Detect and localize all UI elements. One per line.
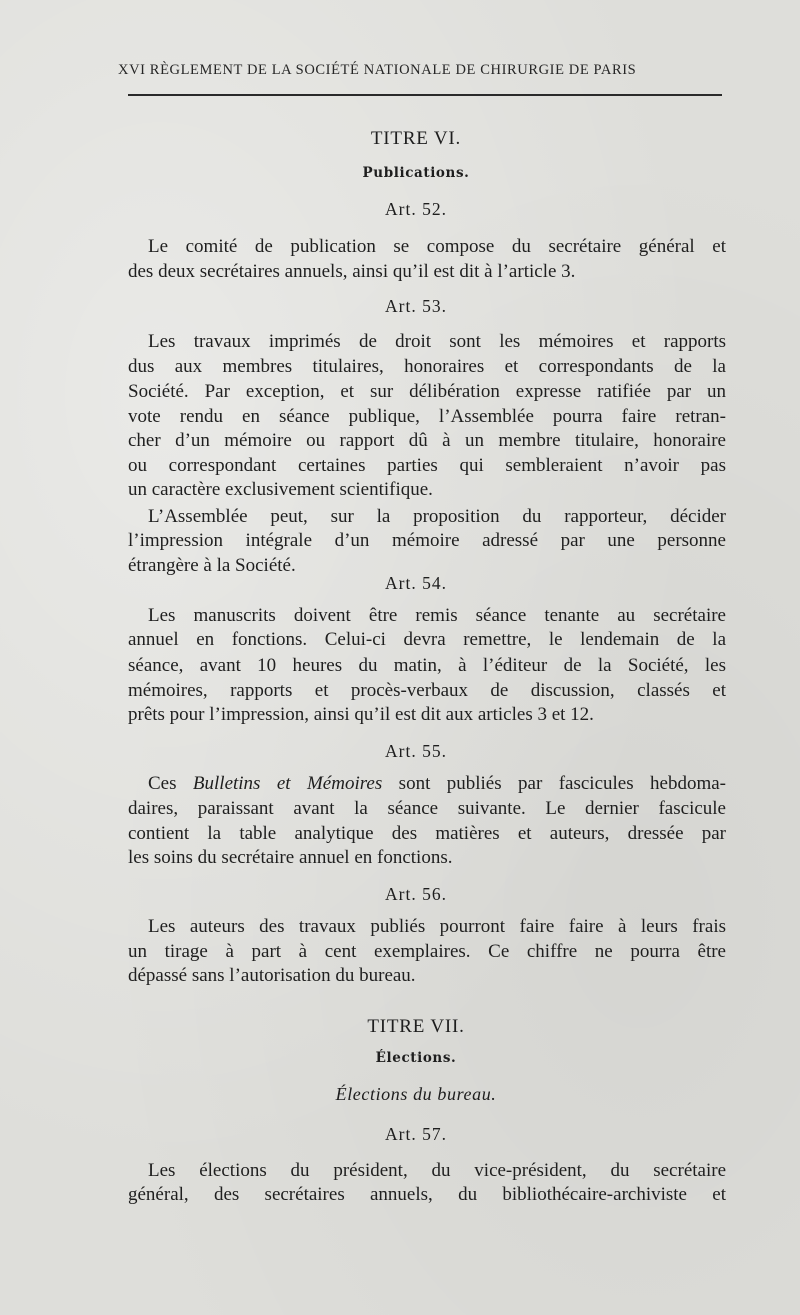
elections-subtitle: Élections. <box>375 1050 457 1066</box>
art-53-line: vote rendu en séance publique, l’Assemblée pourra faire retran- <box>128 406 726 427</box>
art-54-label: Art. 54. <box>385 573 447 593</box>
art-57-label: Art. 57. <box>385 1124 447 1144</box>
header-rule <box>128 94 722 96</box>
elections-bureau-heading: Élections du bureau. <box>335 1084 497 1104</box>
art-53-line: étrangère à la Société. <box>128 555 296 576</box>
publications-subtitle: Publications. <box>362 165 470 181</box>
art-53-line: cher d’un mémoire ou rapport dû à un membre titulaire, honoraire <box>128 430 726 451</box>
art-56-label: Art. 56. <box>385 884 447 904</box>
art-55-label: Art. 55. <box>385 741 447 761</box>
art-53-line: Société. Par exception, et sur délibération expresse ratifiée par un <box>128 381 726 402</box>
art-52-line: des deux secrétaires annuels, ainsi qu’il est dit à l’article 3. <box>128 261 576 282</box>
art-56-line: Les auteurs des travaux publiés pourront faire faire à leurs frais <box>148 916 726 937</box>
art-55-text: sont publiés par fascicules hebdoma- <box>382 773 726 794</box>
art-52-label: Art. 52. <box>385 199 447 219</box>
art-55-line: les soins du secrétaire annuel en fonctions. <box>128 847 453 868</box>
art-54-line: séance, avant 10 heures du matin, à l’éditeur de la Société, les <box>128 655 726 676</box>
art-56-line: dépassé sans l’autorisation du bureau. <box>128 965 416 986</box>
art-53-line: l’impression intégrale d’un mémoire adressé par une personne <box>128 530 726 551</box>
art-54-line: annuel en fonctions. Celui-ci devra remettre, le lendemain de la <box>128 629 726 650</box>
art-53-line: ou correspondant certaines parties qui sembleraient n’avoir pas <box>128 455 726 476</box>
art-55-text: Ces <box>148 773 193 794</box>
art-55-line <box>148 772 726 796</box>
art-53-line: Les travaux imprimés de droit sont les mémoires et rapports <box>148 331 726 352</box>
art-54-line: prêts pour l’impression, ainsi qu’il est dit aux articles 3 et 12. <box>128 704 594 725</box>
titre-vi-heading: TITRE VI. <box>370 128 462 149</box>
art-52-line: Le comité de publication se compose du secrétaire général et <box>148 236 726 257</box>
art-53-line: un caractère exclusivement scientifique. <box>128 479 433 500</box>
running-head: XVI RÈGLEMENT DE LA SOCIÉTÉ NATIONALE DE CHIRURGIE DE PARIS <box>118 62 637 78</box>
art-53-label: Art. 53. <box>385 296 447 316</box>
art-53-line: dus aux membres titulaires, honoraires et correspondants de la <box>128 356 726 377</box>
art-56-line: un tirage à part à cent exemplaires. Ce chiffre ne pourra être <box>128 941 726 962</box>
titre-vii-heading: TITRE VII. <box>367 1016 465 1037</box>
bulletins-title: Bulletins et Mémoires <box>192 773 383 794</box>
art-57-line: Les élections du président, du vice-président, du secrétaire <box>148 1160 726 1181</box>
art-53-line: L’Assemblée peut, sur la proposition du rapporteur, décider <box>148 506 726 527</box>
art-55-line: daires, paraissant avant la séance suivante. Le dernier fascicule <box>128 798 726 819</box>
art-55-line: contient la table analytique des matières et auteurs, dressée par <box>128 823 726 844</box>
art-54-line: Les manuscrits doivent être remis séance tenante au secrétaire <box>148 605 726 626</box>
art-57-line: général, des secrétaires annuels, du bibliothécaire-archiviste et <box>128 1184 726 1205</box>
art-54-line: mémoires, rapports et procès-verbaux de discussion, classés et <box>128 680 726 701</box>
